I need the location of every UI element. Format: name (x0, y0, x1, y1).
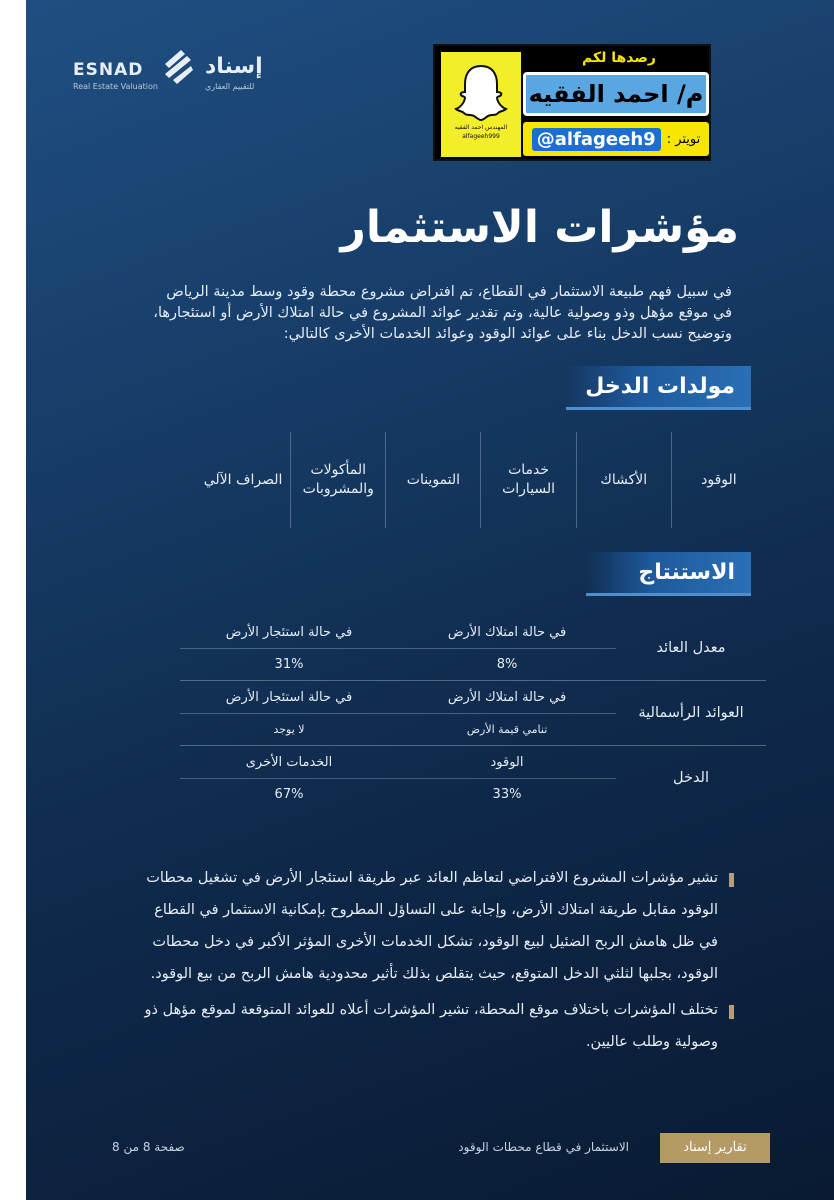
income-source-kiosks: الأكشاك (576, 432, 671, 528)
bullet-marker-icon (729, 1005, 734, 1019)
logo-arabic: إسناد (205, 54, 263, 79)
twitter-handle[interactable]: @alfageeh9 (532, 128, 661, 151)
bullet-text: تشير مؤشرات المشروع الافتراضي لتعاظم العائد عبر طريقة استئجار الأرض في تشغيل محطات الوقود مقابل طريقة امتلاك الأرض، وإجابة على التساؤل المطروح بإمكانية الاستثمار في القطاع في ظل هامش الربح الضئيل لبيع الوقود، تشكل الخدمات الأخرى المؤثر الأكبر في دخل محطات الوقود، بجلبها لثلثي الدخل المتوقع، حيث يتقلص بذلك تأثير محدودية هامش الربح من بيع الوقود. (146, 870, 718, 982)
row-label: معدل العائد (656, 640, 726, 656)
row-header: في حالة امتلاك الأرض (447, 689, 567, 705)
row-value: تنامي قيمة الأرض (466, 723, 548, 736)
intro-paragraph: في سبيل فهم طبيعة الاستثمار في القطاع، تم افتراض مشروع محطة وقود وسط مدينة الرياض في موقع مؤهل وذو وصولية عالية، وتم تقدير عوائد المشروع في حالة امتلاك الأرض أو استئجارها، وتوضيح نسب الدخل بناء على عوائد الوقود وعوائد الخدمات الأخرى كالتالي: (153, 284, 732, 342)
promo-banner (433, 44, 711, 161)
page-title: مؤشرات الاستثمار (340, 202, 739, 253)
row-header: في حالة استئجار الأرض (225, 624, 353, 640)
row-value: 67% (274, 787, 304, 802)
bullet-text: تختلف المؤشرات باختلاف موقع المحطة، تشير المؤشرات أعلاه للعوائد المتوقعة لموقع مؤهل ذو وصولية وطلب عاليين. (144, 1002, 718, 1050)
report-page (26, 0, 834, 1200)
logo-arabic-subtitle: للتقييم العقاري (205, 82, 255, 91)
promo-heading: رصدها لكم (582, 50, 656, 66)
income-source-fuel: الوقود (671, 432, 766, 528)
row-header: في حالة امتلاك الأرض (447, 624, 567, 640)
table-row (180, 745, 766, 810)
row-header: الوقود (490, 754, 524, 770)
twitter-label: تويتر : (666, 131, 701, 147)
conclusion-section-header: الاستنتاج (586, 552, 751, 596)
logo-english-subtitle: Real Estate Valuation (73, 82, 158, 91)
list-item (134, 862, 734, 990)
income-source-atm: الصراف الآلي (203, 471, 283, 488)
table-row (180, 616, 766, 680)
logo-english: ESNAD (73, 60, 144, 80)
table-row (180, 680, 766, 745)
footer-series-tag: تقارير إسناد (660, 1133, 770, 1163)
snapchat-badge (441, 52, 521, 157)
row-header: الخدمات الأخرى (245, 754, 333, 770)
ghost-icon (452, 60, 510, 122)
esnad-logo (73, 40, 413, 100)
page-number: صفحة 8 من 8 (112, 1140, 185, 1154)
income-section-header: مولدات الدخل (566, 366, 751, 410)
income-source-food-drinks: المأكولات والمشروبات (290, 432, 385, 528)
bullet-marker-icon (729, 873, 734, 887)
row-header: في حالة استئجار الأرض (225, 689, 353, 705)
row-label: العوائد الرأسمالية (638, 705, 744, 721)
snap-caption: المهندس احمد الفقيه (454, 124, 508, 131)
list-item (134, 994, 734, 1058)
twitter-line (523, 122, 709, 156)
findings-list (134, 862, 734, 1062)
income-sources-list (196, 432, 766, 528)
row-value: 33% (492, 787, 522, 802)
row-value: لا يوجد (273, 723, 305, 736)
row-value: 31% (274, 657, 304, 672)
row-label: الدخل (673, 770, 710, 786)
row-value: 8% (496, 657, 518, 672)
income-source-car-services: خدمات السيارات (480, 432, 575, 528)
promo-author: م/ احمد الفقيه (523, 72, 709, 116)
logo-mark-icon (161, 46, 197, 86)
footer-report-title: الاستثمار في قطاع محطات الوقود (458, 1140, 629, 1154)
snap-handle: alfageeh999 (462, 133, 500, 140)
income-source-groceries: التموينات (385, 432, 480, 528)
conclusion-table (180, 616, 766, 810)
